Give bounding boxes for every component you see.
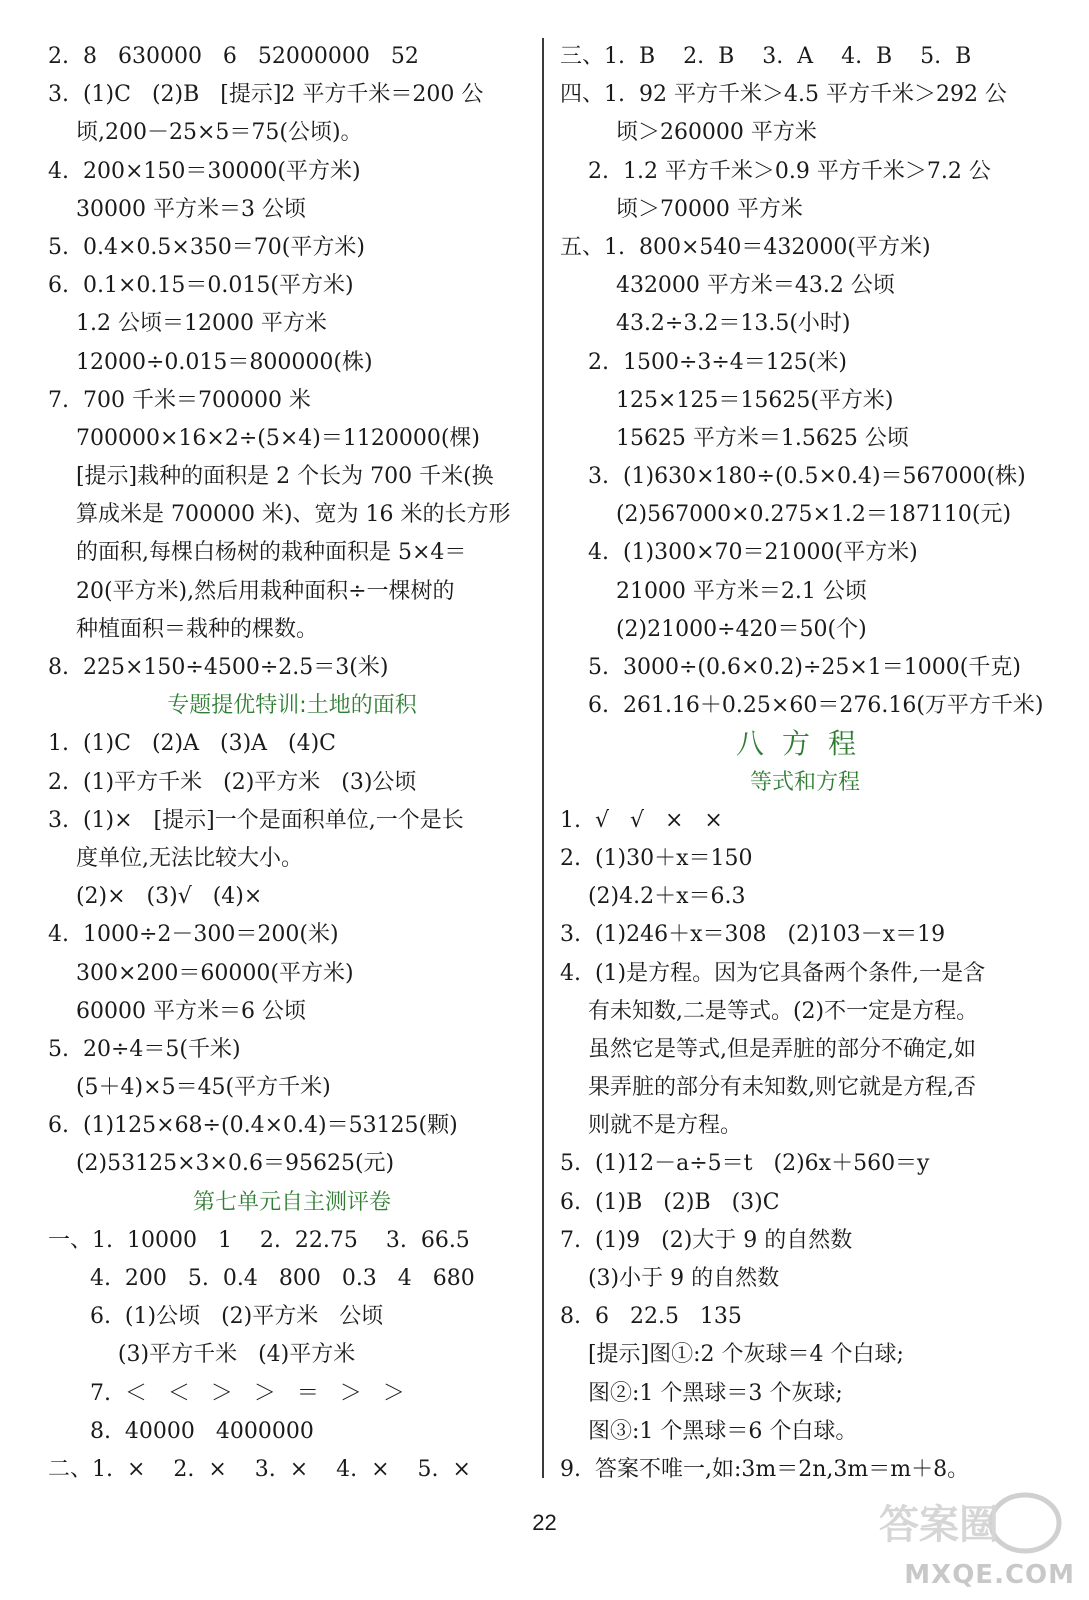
answer-line: 一、1. 10000 1 2. 22.75 3. 66.5 [48,1227,470,1253]
right-column [560,38,1050,1489]
answer-line: 21000 平方米＝2.1 公顷 [560,578,867,604]
answer-line: 3. (1)C (2)B [提示]2 平方千米＝200 公 [48,82,484,108]
answer-line: 60000 平方米＝6 公顷 [48,998,306,1024]
answer-line: 有未知数,二是等式。(2)不一定是方程。 [560,998,979,1024]
answer-line: 6. (1)125×68÷(0.4×0.4)＝53125(颗) [48,1113,458,1139]
answer-line: 6. 0.1×0.15＝0.015(平方米) [48,273,354,299]
answer-line: 度单位,无法比较大小。 [48,845,303,871]
answer-line: 7. (1)9 (2)大于 9 的自然数 [560,1227,853,1253]
answer-line: [提示]栽种的面积是 2 个长为 700 千米(换 [48,464,494,490]
answer-line: 顷＞70000 平方米 [560,196,803,222]
answer-line: 300×200＝60000(平方米) [48,960,354,986]
section-heading: 专题提优特训:土地的面积 [167,693,417,719]
answer-line: 8. 6 22.5 135 [560,1304,742,1330]
answer-line: 果弄脏的部分有未知数,则它就是方程,否 [560,1075,976,1101]
answer-line: 700000×16×2÷(5×4)＝1120000(棵) [48,425,480,451]
answer-line: 5. 0.4×0.5×350＝70(平方米) [48,234,365,260]
answer-line: 5. (1)12－a÷5＝t (2)6x＋560＝y [560,1151,930,1177]
answer-line: [提示]图①:2 个灰球＝4 个白球; [560,1342,904,1368]
answer-line: 二、1. × 2. × 3. × 4. × 5. × [48,1456,471,1482]
answer-line: 8. 225×150÷4500÷2.5＝3(米) [48,655,389,680]
answer-line: 6. (1)B (2)B (3)C [560,1189,780,1215]
answer-line: 的面积,每棵白杨树的栽种面积是 5×4＝ [48,540,467,566]
answer-line: 5. 20÷4＝5(千米) [48,1036,241,1062]
answer-line: 4. (1)是方程。因为它具备两个条件,一是含 [560,960,986,986]
answer-line: 6. (1)公顷 (2)平方米 公顷 [48,1304,384,1330]
answer-line: 30000 平方米＝3 公顷 [48,196,306,222]
answer-line: 4. 200×150＝30000(平方米) [48,158,361,184]
answer-line: 43.2÷3.2＝13.5(小时) [560,311,851,337]
answer-line: (2)× (3)√ (4)× [48,884,263,910]
column-divider [542,38,544,1478]
answer-line: 1.2 公顷＝12000 平方米 [48,311,327,337]
chapter-heading: 八方程 [735,727,874,761]
answer-line: 3. (1)246＋x＝308 (2)103－x＝19 [560,922,946,948]
answer-line: 3. (1)630×180÷(0.5×0.4)＝567000(株) [560,464,1026,490]
answer-line: 顷,200－25×5＝75(公顷)。 [48,120,363,146]
watermark-chars: 答案圈 [879,1502,999,1548]
answer-line: 算成米是 700000 米)、宽为 16 米的长方形 [48,502,511,528]
watermark-logo [875,1490,1075,1590]
answer-line: 图③:1 个黑球＝6 个白球。 [560,1418,858,1444]
answer-line: 8. 40000 4000000 [48,1418,314,1444]
answer-line: 5. 3000÷(0.6×0.2)÷25×1＝1000(千克) [560,655,1021,680]
answer-line: 125×125＝15625(平方米) [560,387,894,413]
answer-line: 4. 200 5. 0.4 800 0.3 4 680 [48,1266,475,1291]
answer-line: 则就不是方程。 [560,1113,742,1139]
answer-line: (3)平方千米 (4)平方米 [48,1342,356,1368]
answer-line: 20(平方米),然后用栽种面积÷一棵树的 [48,578,455,604]
answer-line: 四、1. 92 平方千米＞4.5 平方千米＞292 公 [560,82,1007,108]
answer-line: 4. 1000÷2－300＝200(米) [48,922,339,948]
answer-line: 2. (1)30＋x＝150 [560,845,753,871]
answer-line: 4. (1)300×70＝21000(平方米) [560,540,918,566]
watermark-badge-icon [875,1492,1065,1554]
answer-line: 9. 答案不唯一,如:3m＝2n,3m＝m＋8。 [560,1456,970,1482]
left-column [48,38,536,1489]
section-heading: 等式和方程 [749,769,860,795]
answer-line: (2)4.2＋x＝6.3 [560,884,746,910]
answer-line: (2)53125×3×0.6＝95625(元) [48,1151,395,1177]
answer-line: 6. 261.16＋0.25×60＝276.16(万平方千米) [560,693,1044,719]
answer-line: 12000÷0.015＝800000(株) [48,349,373,375]
answer-line: 2. 8 630000 6 52000000 52 [48,44,419,69]
answer-line: 7. 700 千米＝700000 米 [48,387,311,413]
answer-line: (2)21000÷420＝50(个) [560,616,867,642]
answer-line: 2. 1500÷3÷4＝125(米) [560,349,847,375]
watermark-site: MXQE.COM [904,1560,1075,1590]
answer-line: 图②:1 个黑球＝3 个灰球; [560,1380,843,1406]
answer-line: 3. (1)× [提示]一个是面积单位,一个是长 [48,807,464,833]
answer-line: 15625 平方米＝1.5625 公顷 [560,425,909,451]
answer-line: 种植面积＝栽种的棵数。 [48,616,318,642]
answer-line: 432000 平方米＝43.2 公顷 [560,273,895,299]
answer-line: 1. √ √ × × [560,807,723,833]
section-heading: 第七单元自主测评卷 [192,1189,391,1215]
answer-line: 2. (1)平方千米 (2)平方米 (3)公顷 [48,769,417,795]
answer-line: 虽然它是等式,但是弄脏的部分不确定,如 [560,1036,976,1062]
answer-line: (2)567000×0.275×1.2＝187110(元) [560,502,1012,528]
page-number: 22 [532,1510,557,1535]
answer-line: (5＋4)×5＝45(平方千米) [48,1075,331,1101]
answer-line: 五、1. 800×540＝432000(平方米) [560,234,931,260]
answer-line: 7. ＜ ＜ ＞ ＞ ＝ ＞ ＞ [48,1380,405,1406]
answer-line: (3)小于 9 的自然数 [560,1266,780,1291]
answer-line: 顷＞260000 平方米 [560,120,817,146]
answer-line: 2. 1.2 平方千米＞0.9 平方千米＞7.2 公 [560,158,991,184]
answer-line: 三、1. B 2. B 3. A 4. B 5. B [560,44,972,69]
answer-line: 1. (1)C (2)A (3)A (4)C [48,731,337,757]
